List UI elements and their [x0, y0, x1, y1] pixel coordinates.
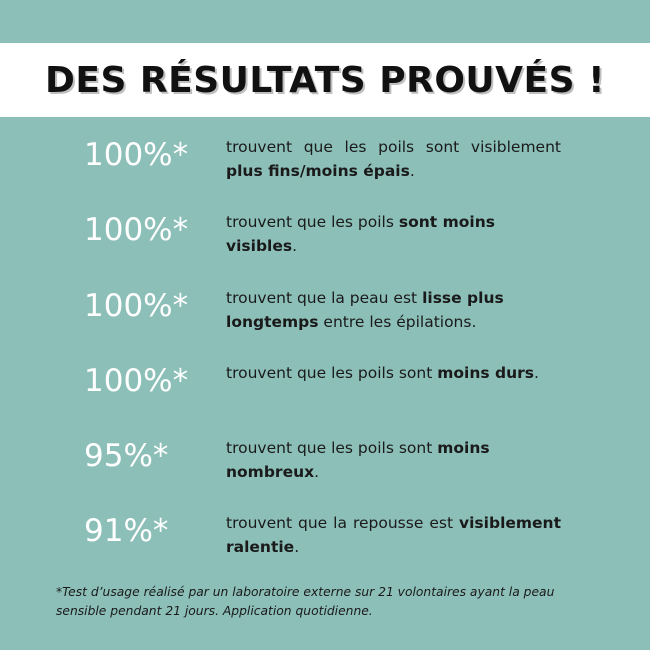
result-text: trouvent que les poils sont visiblement [226, 138, 561, 156]
result-description [226, 361, 561, 385]
result-percentage: 100%* [84, 363, 189, 399]
result-row [0, 511, 650, 571]
result-text-emphasis: visiblement ralentie [226, 514, 561, 556]
result-text: trouvent que la repousse est [226, 514, 460, 532]
result-percentage: 91%* [84, 513, 169, 549]
result-row [0, 361, 650, 421]
result-text-end: . [314, 463, 320, 481]
result-description [226, 436, 561, 484]
result-row [0, 135, 650, 195]
result-text-end: . [534, 364, 539, 382]
footnote: *Test d’usage réalisé par un laboratoire externe sur 21 volontaires ayant la peau sensible pendant 21 jours. Application quotidienne. [56, 585, 555, 618]
result-percentage: 100%* [84, 212, 189, 248]
result-percentage: 100%* [84, 137, 189, 173]
result-description [226, 210, 561, 258]
result-text-end: entre les épilations. [318, 313, 477, 331]
result-description [226, 135, 561, 183]
result-text: trouvent que les poils sont [226, 439, 438, 457]
result-text-end: . [409, 162, 415, 180]
result-text-emphasis: lisse plus longtemps [226, 289, 504, 331]
result-text: trouvent que la peau est [226, 289, 423, 307]
result-text-emphasis: sont moins visibles [226, 213, 495, 255]
result-percentage: 100%* [84, 288, 189, 324]
result-row [0, 286, 650, 346]
title-banner [0, 43, 650, 117]
page-title: DES RÉSULTATS PROUVÉS ! [44, 59, 605, 101]
result-text: trouvent que les poils sont [226, 364, 438, 382]
result-text-end: . [292, 237, 298, 255]
result-text-end: . [294, 538, 300, 556]
result-percentage: 95%* [84, 438, 169, 474]
result-row [0, 436, 650, 496]
result-text-emphasis: moins nombreux [226, 439, 490, 481]
result-text-emphasis: plus fins/moins épais [226, 162, 410, 180]
result-row [0, 210, 650, 270]
result-description [226, 511, 561, 559]
result-text-emphasis: moins durs [437, 364, 535, 382]
result-description [226, 286, 561, 334]
result-text: trouvent que les poils [226, 213, 399, 231]
